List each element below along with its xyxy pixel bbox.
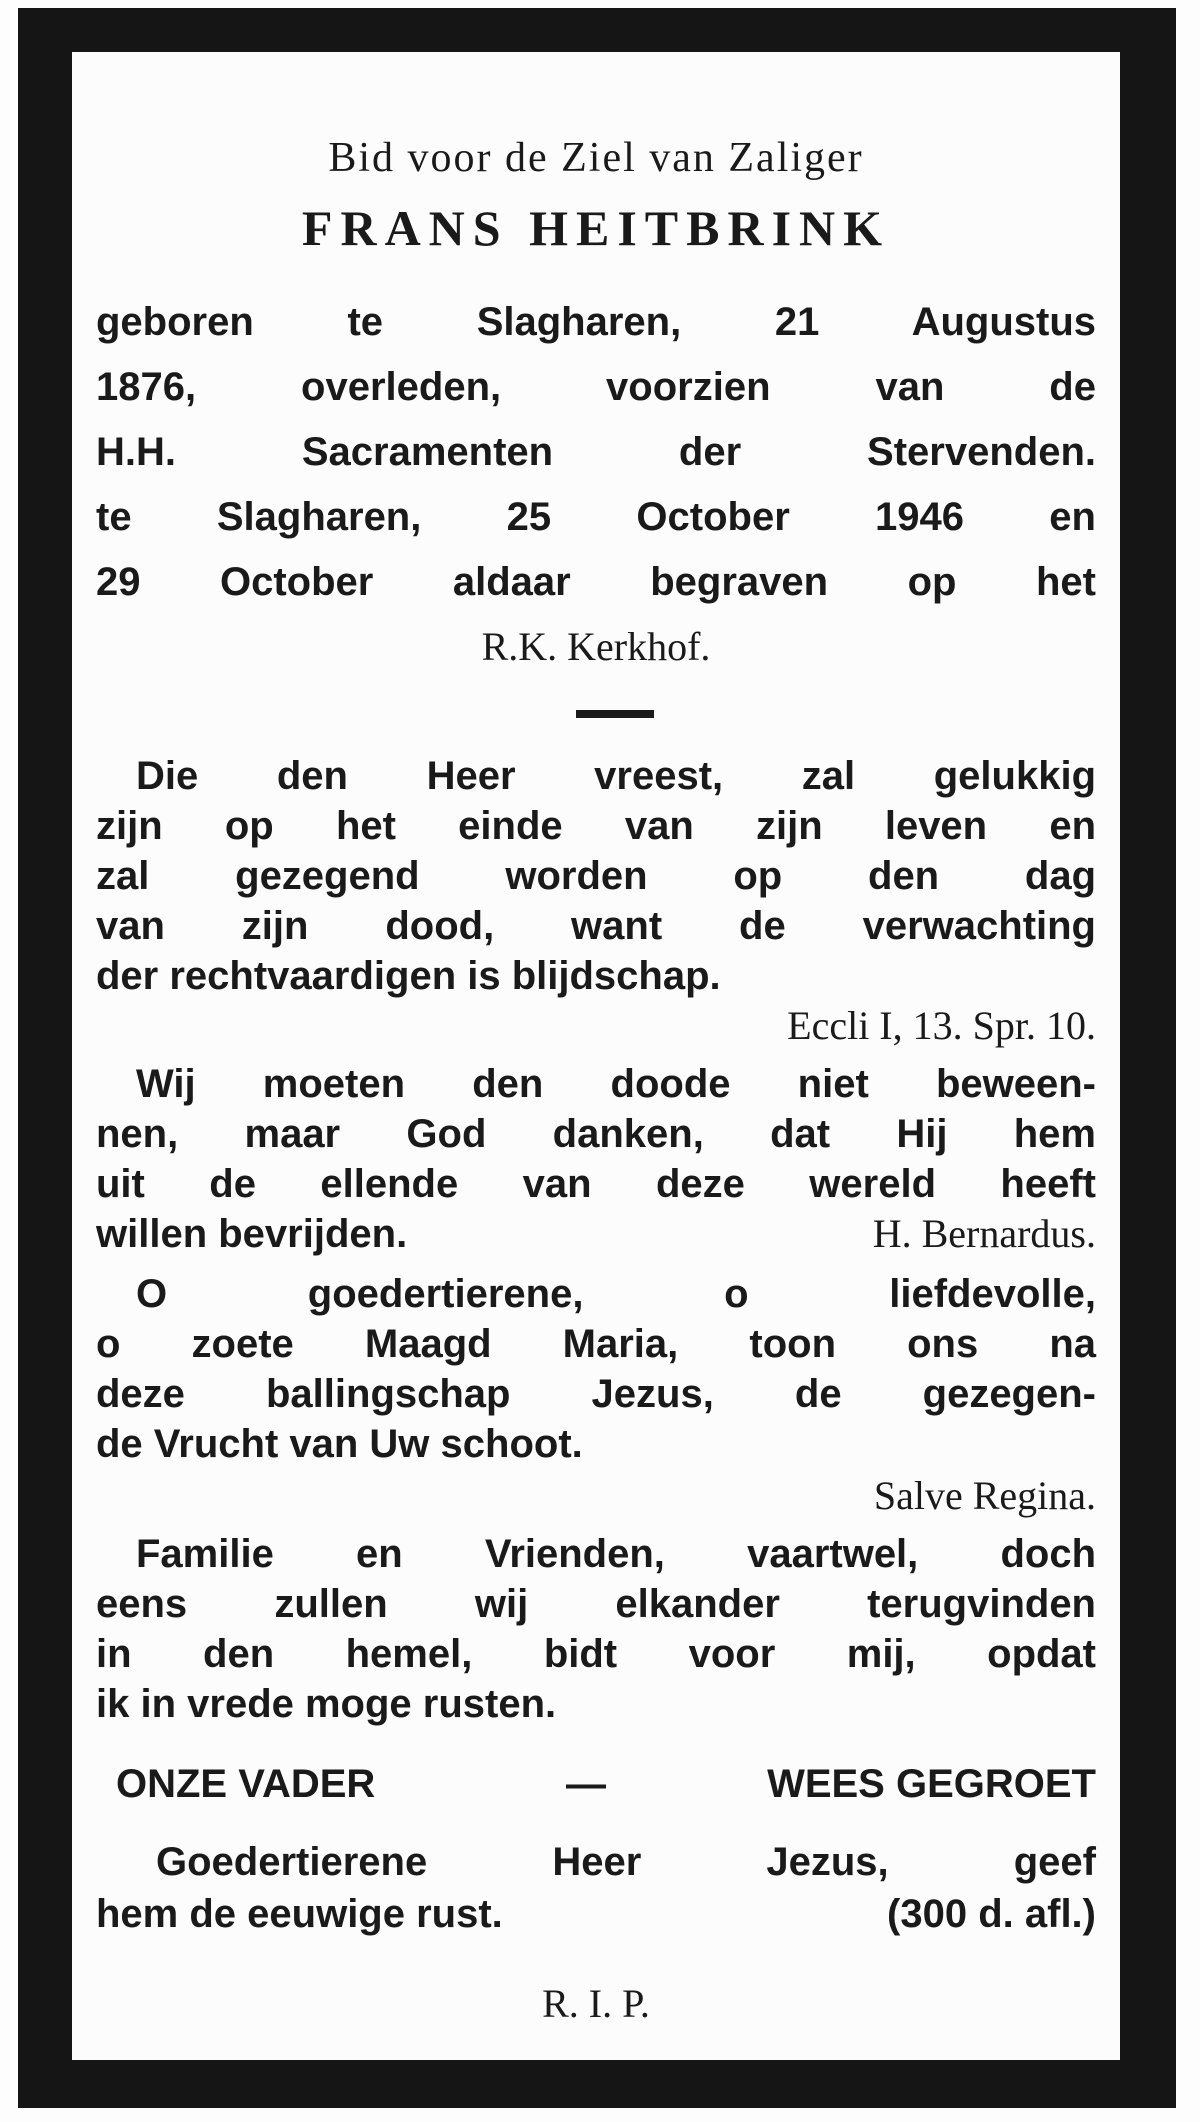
indulgence-note: (300 d. afl.)	[887, 1892, 1096, 1936]
prayer-dash: —	[566, 1762, 606, 1806]
prayer-onze-vader: ONZE VADER	[116, 1762, 376, 1806]
quote-line: O goedertierene, o liefdevolle,	[136, 1272, 1096, 1316]
prayer-wees-gegroet: WEES GEGROET	[767, 1762, 1096, 1806]
quote-line: Wij moeten den doode niet beween-	[136, 1062, 1096, 1106]
quote-line: willen bevrijden.	[96, 1212, 408, 1256]
quote-line: Die den Heer vreest, zal gelukkig	[136, 754, 1096, 798]
rip-closing: R. I. P.	[542, 1981, 650, 2026]
quote-line: van zijn dood, want de verwachting	[96, 904, 1096, 948]
quote-line: de Vrucht van Uw schoot.	[96, 1422, 583, 1466]
quote-line: deze ballingschap Jezus, de gezegen-	[96, 1372, 1096, 1416]
divider-rule	[576, 710, 654, 718]
quote-source: Eccli I, 13. Spr. 10.	[787, 1003, 1096, 1048]
quote-line: der rechtvaardigen is blijdschap.	[96, 954, 721, 998]
quote-line: eens zullen wij elkander terugvinden	[96, 1582, 1096, 1626]
indulgence-line: Goedertierene Heer Jezus, geef	[156, 1840, 1096, 1884]
bio-line: 29 October aldaar begraven op het	[96, 560, 1096, 604]
quote-line: Familie en Vrienden, vaartwel, doch	[136, 1532, 1096, 1576]
quote-source: H. Bernardus.	[872, 1211, 1096, 1256]
quote-line: in den hemel, bidt voor mij, opdat	[96, 1632, 1096, 1676]
bio-line: geboren te Slagharen, 21 Augustus	[96, 300, 1096, 344]
deceased-name: FRANS HEITBRINK	[301, 200, 891, 256]
quote-line: zal gezegend worden op den dag	[96, 854, 1096, 898]
bio-last-line: R.K. Kerkhof.	[481, 624, 711, 669]
quote-line: nen, maar God danken, dat Hij hem	[96, 1112, 1096, 1156]
indulgence-line: hem de eeuwige rust.	[96, 1892, 503, 1936]
quote-line: o zoete Maagd Maria, toon ons na	[96, 1322, 1096, 1366]
prayer-heading: Bid voor de Ziel van Zaliger	[328, 135, 864, 181]
quote-line: ik in vrede moge rusten.	[96, 1682, 557, 1726]
quote-line: zijn op het einde van zijn leven en	[96, 804, 1096, 848]
bio-line: H.H. Sacramenten der Stervenden.	[96, 430, 1096, 474]
bio-line: te Slagharen, 25 October 1946 en	[96, 495, 1096, 539]
card-inner	[72, 52, 1120, 2060]
bio-line: 1876, overleden, voorzien van de	[96, 365, 1096, 409]
quote-source: Salve Regina.	[873, 1473, 1096, 1518]
quote-line: uit de ellende van deze wereld heeft	[96, 1162, 1096, 1206]
